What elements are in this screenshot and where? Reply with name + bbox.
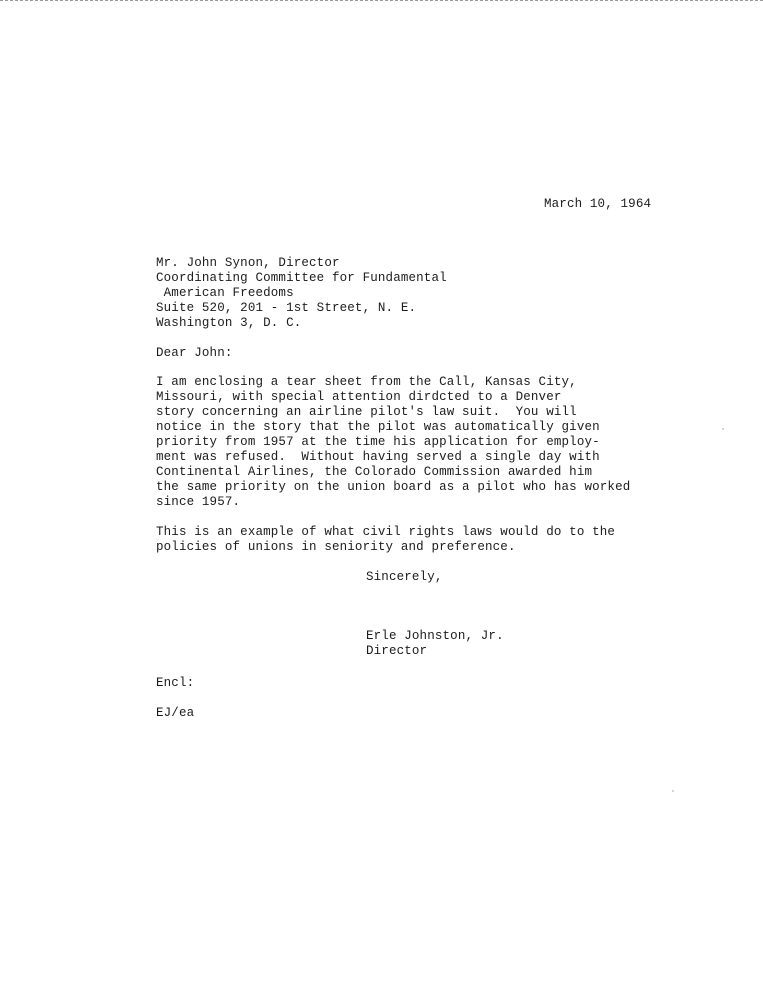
paragraph-line: since 1957. [156, 495, 241, 509]
paragraph-line: This is an example of what civil rights laws would do to the [156, 525, 616, 539]
paragraph-line: I am enclosing a tear sheet from the Call, Kansas City, [156, 375, 577, 389]
recipient-name-line: Mr. John Synon, Director [156, 256, 340, 270]
signer-title: Director [366, 644, 428, 658]
paragraph-line: ment was refused. Without having served a single day with [156, 450, 600, 464]
paragraph-line: Missouri, with special attention dirdcted to a Denver [156, 390, 562, 404]
closing: Sincerely, [366, 570, 443, 584]
paragraph-line: notice in the story that the pilot was automatically given [156, 420, 600, 434]
page-top-edge [0, 0, 763, 1]
recipient-street-line: Suite 520, 201 - 1st Street, N. E. [156, 301, 417, 315]
paragraph-line: Continental Airlines, the Colorado Commission awarded him [156, 465, 593, 479]
signer-name: Erle Johnston, Jr. [366, 629, 504, 643]
recipient-city-line: Washington 3, D. C. [156, 316, 302, 330]
recipient-organization-line-2: American Freedoms [156, 286, 294, 300]
scan-speck [672, 790, 674, 792]
paragraph-line: story concerning an airline pilot's law suit. You will [156, 405, 577, 419]
paragraph-line: priority from 1957 at the time his application for employ- [156, 435, 600, 449]
paragraph-line: policies of unions in seniority and preference. [156, 540, 516, 554]
salutation: Dear John: [156, 346, 233, 360]
scan-speck [722, 428, 724, 430]
letter-date: March 10, 1964 [544, 197, 652, 211]
recipient-organization-line: Coordinating Committee for Fundamental [156, 271, 447, 285]
paragraph-line: the same priority on the union board as a pilot who has worked [156, 480, 631, 494]
enclosure-notation: Encl: [156, 676, 195, 690]
reference-initials: EJ/ea [156, 706, 195, 720]
